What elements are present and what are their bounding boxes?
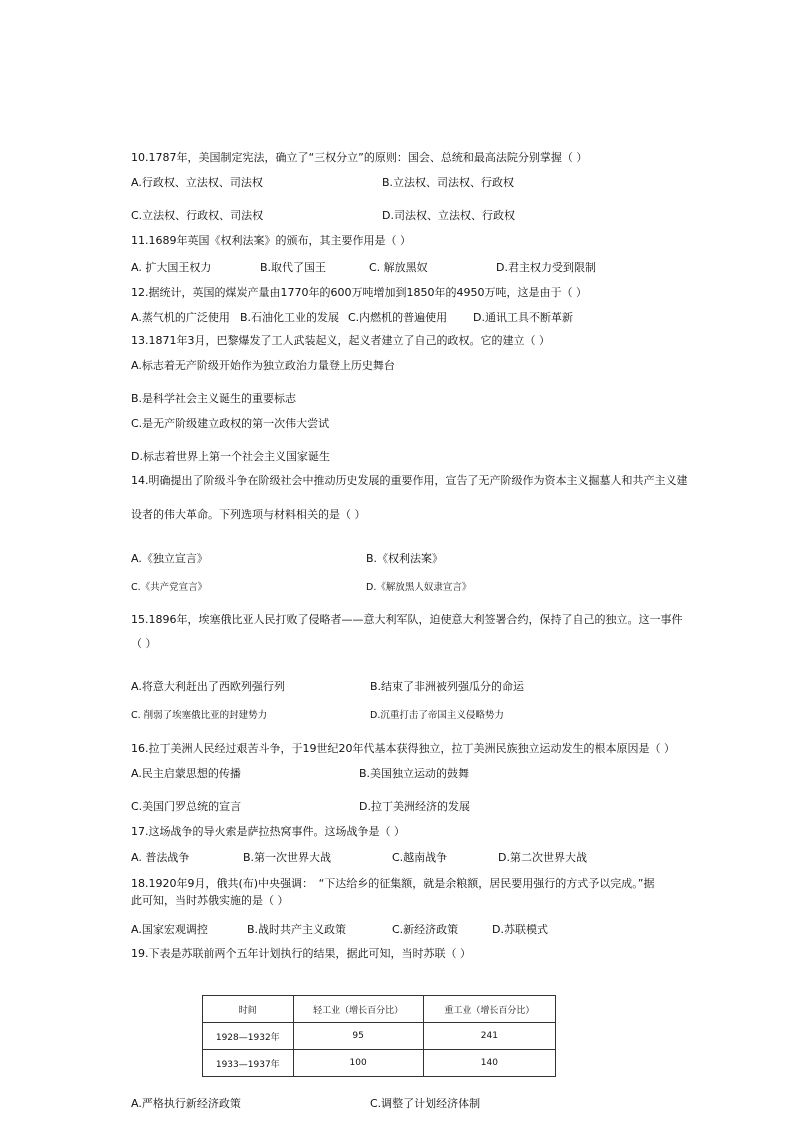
question-18-option-b: B.战时共产主义政策 [247,923,347,936]
table-header-cell: 重工业（增长百分比） [423,996,555,1023]
question-10-stem: 10.1787年，美国制定宪法，确立了“三权分立”的原则：国会、总统和最高法院分别掌握（ ） [131,151,588,164]
question-16-option-c: C.美国门罗总统的宣言 [131,800,242,813]
question-14-stem-line2: 设者的伟大革命。下列选项与材料相关的是（ ） [131,508,366,521]
question-19-stem: 19.下表是苏联前两个五年计划执行的结果，据此可知，当时苏联（ ） [131,947,471,960]
question-12-option-a: A.蒸气机的广泛使用 [131,311,230,324]
question-13-option-b: B.是科学社会主义诞生的重要标志 [131,392,297,405]
question-19-option-c: C.调整了计划经济体制 [370,1097,481,1110]
question-17-option-d: D.第二次世界大战 [498,851,587,864]
question-18-stem-line2: 此可知，当时苏俄实施的是（ ） [131,894,289,907]
question-18-option-d: D.苏联模式 [492,923,548,936]
question-14-option-d: D.《解放黑人奴隶宣言》 [366,582,472,593]
five-year-plan-table [202,995,556,1077]
question-18-option-a: A.国家宏观调控 [131,923,208,936]
question-17-option-b: B.第一次世界大战 [243,851,332,864]
question-15-stem-line1: 15.1896年，埃塞俄比亚人民打败了侵略者——意大利军队，迫使意大利签署合约，保持了自己的独立。这一事件 [131,613,683,626]
question-15-stem-line2: （ ） [131,637,157,650]
question-15-option-a: A.将意大利赶出了西欧列强行列 [131,680,285,693]
question-16-stem: 16.拉丁美洲人民经过艰苦斗争，于19世纪20年代基本获得独立，拉丁美洲民族独立运动发生的根本原因是（ ） [131,742,675,755]
table-cell: 100 [293,1050,423,1077]
question-13-option-a: A.标志着无产阶级开始作为独立政治力量登上历史舞台 [131,359,395,372]
question-11-stem: 11.1689年英国《权利法案》的颁布，其主要作用是（ ） [131,234,411,247]
question-15-option-b: B.结束了非洲被列强瓜分的命运 [370,680,525,693]
question-16-option-a: A.民主启蒙思想的传播 [131,767,241,780]
question-11-option-c: C. 解放黑奴 [369,261,428,274]
question-18-stem-line1: 18.1920年9月，俄共(布)中央强调： “下达给乡的征集额，就是余粮额，居民要用强行的方式予以完成。”据 [131,877,655,890]
question-14-option-c: C.《共产党宣言》 [131,582,208,593]
question-15-option-c: C. 削弱了埃塞俄比亚的封建势力 [131,710,268,721]
question-16-option-d: D.拉丁美洲经济的发展 [359,800,470,813]
table-cell: 1933—1937年 [203,1050,294,1077]
question-14-stem-line1: 14.明确提出了阶级斗争在阶级社会中推动历史发展的重要作用，宣告了无产阶级作为资本主义掘墓人和共产主义建 [131,474,688,487]
question-12-option-d: D.通讯工具不断革新 [473,311,573,324]
question-12-option-c: C.内燃机的普遍使用 [348,311,448,324]
question-10-option-d: D.司法权、立法权、行政权 [382,209,515,222]
table-cell: 1928—1932年 [203,1023,294,1050]
question-13-option-c: C.是无产阶级建立政权的第一次伟大尝试 [131,417,330,430]
question-13-option-d: D.标志着世界上第一个社会主义国家诞生 [131,450,330,463]
question-17-option-c: C.越南战争 [392,851,448,864]
table-cell: 241 [423,1023,555,1050]
question-10-option-b: B.立法权、司法权、行政权 [382,176,515,189]
question-11-option-b: B.取代了国王 [260,261,327,274]
question-10-option-c: C.立法权、行政权、司法权 [131,209,264,222]
question-13-stem: 13.1871年3月，巴黎爆发了工人武装起义，起义者建立了自己的政权。它的建立（ ） [131,334,550,347]
table-cell: 95 [293,1023,423,1050]
question-12-stem: 12.据统计，英国的煤炭产量由1770年的600万吨增加到1850年的4950万吨，这是由于（ ） [131,286,587,299]
table-row [203,1050,556,1077]
table-row [203,1023,556,1050]
table-header-cell: 轻工业（增长百分比） [293,996,423,1023]
question-11-option-d: D.君主权力受到限制 [496,261,596,274]
question-15-option-d: D.沉重打击了帝国主义侵略势力 [370,710,504,721]
table-header-row [203,996,556,1023]
question-16-option-b: B.美国独立运动的鼓舞 [359,767,470,780]
table-cell: 140 [423,1050,555,1077]
question-11-option-a: A. 扩大国王权力 [131,261,212,274]
question-14-option-b: B.《权利法案》 [366,552,444,565]
question-17-option-a: A. 普法战争 [131,851,190,864]
question-12-option-b: B.石油化工业的发展 [240,311,340,324]
question-17-stem: 17.这场战争的导火索是萨拉热窝事件。这场战争是（ ） [131,825,405,838]
question-19-option-a: A.严格执行新经济政策 [131,1097,241,1110]
question-10-option-a: A.行政权、立法权、司法权 [131,176,263,189]
question-18-option-c: C.新经济政策 [392,923,459,936]
question-14-option-a: A.《独立宣言》 [131,552,208,565]
table-header-cell: 时间 [203,996,294,1023]
